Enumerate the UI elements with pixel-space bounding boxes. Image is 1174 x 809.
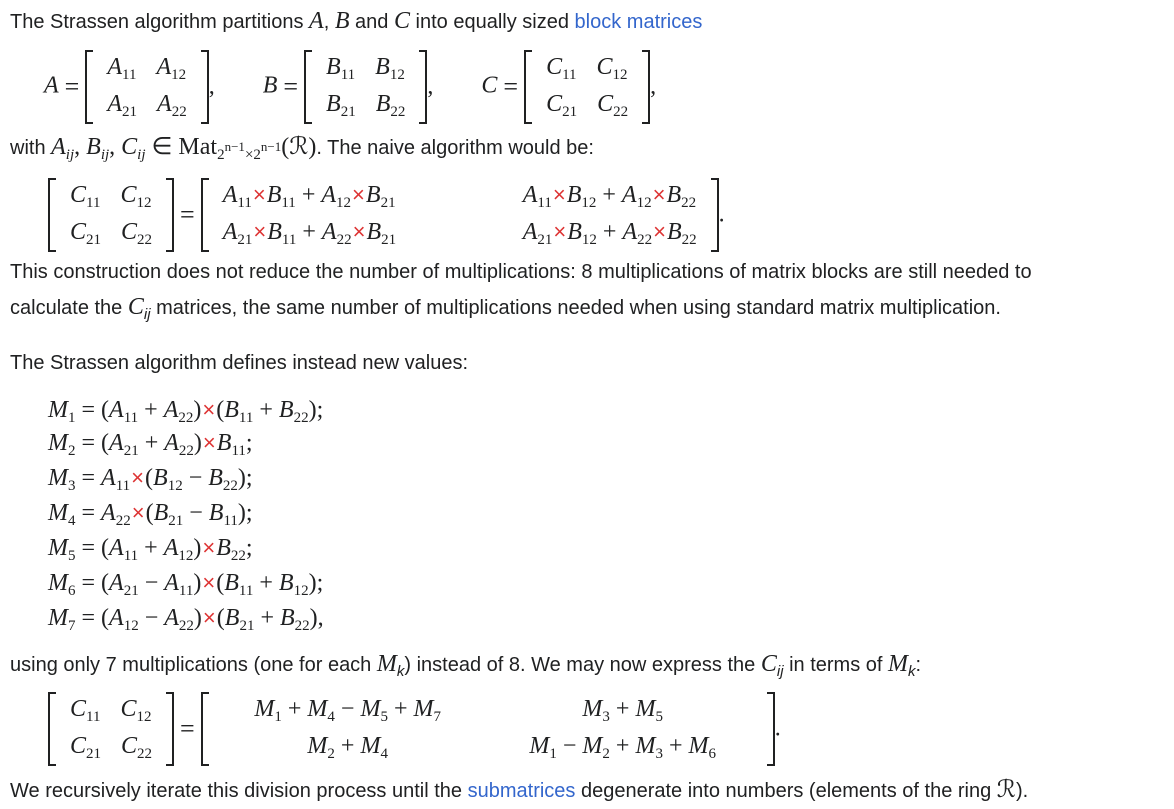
submatrices-link[interactable]: submatrices: [467, 780, 576, 802]
paragraph-recursive: We recursively iterate this division process until the submatrices degenerate into numbers (elements of the ring ℛ).: [10, 777, 1029, 803]
paragraph-with: with $A_{ij}$, $B_{ij}$, $C_{ij}$ ∈ Mat$_{2n-1\times 2n-1}$(ℛ). The naive algorithm would be:: [10, 134, 594, 163]
paragraph-construction: This construction does not reduce the number of multiplications: 8 multiplications of matrix blocks are still needed to calculate the $C_{ij}$ matrices, the same number of multiplications needed when using standard matrix multiplication.: [10, 261, 1032, 323]
equation-m6: $M_6 = (A_{21} - A_{11})\times(B_{11} + B_{12})$;: [48, 570, 324, 599]
equation-m4: $M_4 = A_{22}\times(B_{21} - B_{11})$;: [48, 500, 253, 529]
strassen-equation: $C_{11}$ $C_{12}$ $C_{21}$ $C_{22}$ = $M_1 + M_4 - M_5 + M_7$ $M_3 + M_5$ $M_2 + M_4$ $M_1 - M_2 + M_3 + M_6$ .: [48, 692, 781, 766]
paragraph-defines: The Strassen algorithm defines instead new values:: [10, 352, 469, 374]
partition-equation: A = $A_{11}$ $A_{12}$ $A_{21}$ $A_{22}$ , B = $B_{11}$ $B_{12}$ $B_{21}$ $B_{22}$ , C = $C_{11}$ $C_{12}$ $C_{21}$ $C_{22}$ ,: [44, 50, 656, 124]
block-matrices-link[interactable]: block matrices: [574, 11, 703, 33]
naive-equation: $C_{11}$ $C_{12}$ $C_{21}$ $C_{22}$ = $A_{11}\times B_{11} + A_{12}\times B_{21}$ $A_{11}\times B_{12} + A_{12}\times B_{22}$ $A_{21}\times B_{11} + A_{22}\times B_{21}$ $A_{21}\times B_{12} + A_{22}\times B_{22}$ .: [48, 178, 725, 252]
equation-m5: $M_5 = (A_{11} + A_{12})\times B_{22}$;: [48, 535, 253, 564]
paragraph-intro: The Strassen algorithm partitions A, B and C into equally sized block matrices: [10, 8, 703, 34]
equation-m3: $M_3 = A_{11}\times(B_{12} - B_{22})$;: [48, 465, 253, 494]
equation-m2: $M_2 = (A_{21} + A_{22})\times B_{11}$;: [48, 430, 253, 459]
equation-m7: $M_7 = (A_{12} - A_{22})\times(B_{21} + B_{22})$,: [48, 605, 324, 634]
equation-m1: $M_1 = (A_{11} + A_{22})\times(B_{11} + B_{22})$;: [48, 397, 324, 426]
paragraph-only-seven: using only 7 multiplications (one for each $M_k$) instead of 8. We may now express the $C_{ij}$ in terms of $M_k$:: [10, 651, 922, 680]
